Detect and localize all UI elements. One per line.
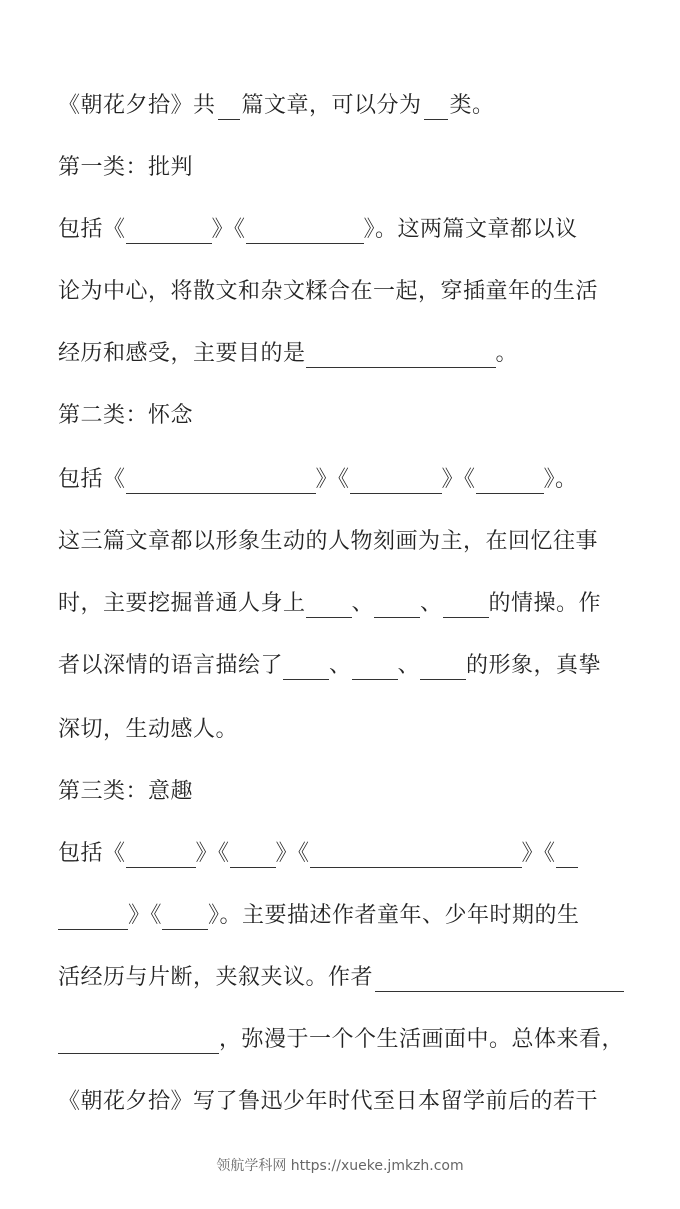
text: 篇文章，可以分为 [241,93,422,118]
answer-blank[interactable] [126,841,196,868]
footer-site-name: 领航学科网 [216,1158,287,1174]
text: 的形象，真挚 [466,653,602,678]
text: 这三篇文章都以形象生动的人物刻画为主，在回忆往事 [58,529,599,554]
answer-blank-continued[interactable] [58,903,128,930]
intro-line [58,86,624,126]
text-line [58,272,624,312]
text: 、 [351,591,375,616]
answer-blank[interactable] [310,841,522,868]
answer-blank[interactable] [218,93,240,120]
text: 》《 [315,467,350,492]
text-line [58,1020,624,1060]
answer-blank[interactable] [126,467,316,494]
text: 活经历与片断，夹叙夹议。作者 [58,965,374,990]
text-line [58,834,624,874]
answer-blank[interactable] [374,591,420,618]
category-heading-1 [58,148,624,188]
text: 》《 [275,841,310,866]
answer-blank-continued[interactable] [58,1027,219,1054]
text-line [58,210,624,250]
answer-blank[interactable] [126,217,212,244]
answer-blank[interactable] [375,965,624,992]
text: 》《 [521,841,556,866]
text: 《朝花夕拾》写了鲁迅少年时代至日本留学前后的若干 [58,1089,599,1114]
text: 。 [495,341,519,366]
text-line [58,646,624,686]
text: 》。主要描述作者童年、少年时期的生 [208,903,580,928]
footer-url[interactable]: https://xueke.jmkzh.com [290,1158,464,1174]
text: 类。 [449,93,495,118]
text-line [58,460,624,500]
text: 者以深情的语言描绘了 [58,653,284,678]
answer-blank[interactable] [230,841,276,868]
answer-blank[interactable] [420,653,466,680]
text-line [58,1082,624,1122]
text: 经历和感受，主要目的是 [58,341,306,366]
text: 《朝花夕拾》共 [58,93,216,118]
text: ，弥漫于一个个生活画面中。总体来看， [218,1027,624,1052]
text: 包括《 [58,217,126,242]
text: 》《 [441,467,476,492]
text: 包括《 [58,841,126,866]
text: 》《 [211,217,246,242]
text-line [58,896,624,936]
category-heading-2 [58,396,624,436]
answer-blank[interactable] [162,903,208,930]
text-line [58,334,624,374]
text: 》。这两篇文章都以议 [363,217,578,242]
answer-blank[interactable] [246,217,364,244]
answer-blank[interactable] [283,653,329,680]
heading-text: 第二类：怀念 [58,403,194,428]
text: 论为中心，将散文和杂文糅合在一起，穿插童年的生活 [58,279,599,304]
answer-blank[interactable] [443,591,489,618]
answer-blank[interactable] [352,653,398,680]
heading-text: 第三类：意趣 [58,779,194,804]
text: 深切，生动感人。 [58,717,239,742]
answer-blank[interactable] [306,341,496,368]
text-line [58,958,624,998]
text-line [58,710,624,750]
text: 》。 [543,467,578,492]
answer-blank[interactable] [476,467,544,494]
heading-text: 第一类：批判 [58,155,194,180]
answer-blank[interactable] [424,93,448,120]
answer-blank[interactable] [306,591,352,618]
text-line [58,522,624,562]
text: 、 [329,653,352,678]
text: 、 [397,653,421,678]
answer-blank[interactable] [556,841,578,868]
page-footer [0,1155,680,1175]
text: 包括《 [58,467,126,492]
text: 》《 [128,903,163,928]
text: 、 [420,591,443,616]
text-line [58,584,624,624]
category-heading-3 [58,772,624,812]
text: 的情操。作 [488,591,602,616]
text: 》《 [195,841,230,866]
answer-blank[interactable] [350,467,442,494]
text: 时，主要挖掘普通人身上 [58,591,306,616]
